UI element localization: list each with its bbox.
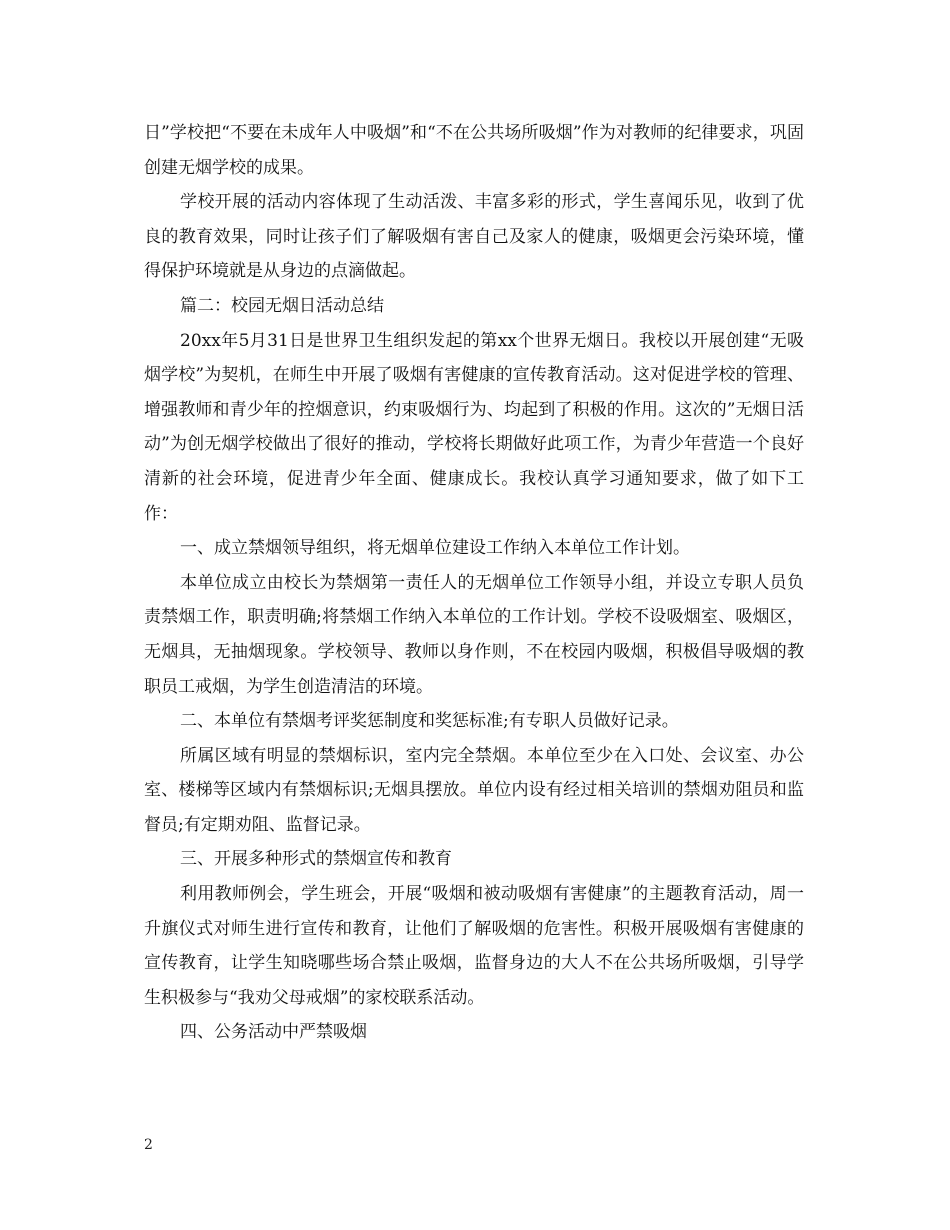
document-body bbox=[144, 116, 804, 1050]
section-heading: 四、公务活动中严禁吸烟 bbox=[180, 1022, 367, 1043]
paragraph: 本单位成立由校长为禁烟第一责任人的无烟单位工作领导小组，并设立专职人员负责禁烟工作，职责明确;将禁烟工作纳入本单位的工作计划。学校不设吸烟室、吸烟区，无烟具，无抽烟现象。学校领导、教师以身作则，不在校园内吸烟，积极倡导吸烟的教职员工戒烟，为学生创造清洁的环境。 bbox=[144, 572, 804, 697]
section-heading: 篇二：校园无烟日活动总结 bbox=[180, 295, 384, 316]
section-heading: 三、开展多种形式的禁烟宣传和教育 bbox=[180, 849, 452, 870]
section-heading: 一、成立禁烟领导组织，将无烟单位建设工作纳入本单位工作计划。 bbox=[180, 538, 690, 559]
page-number: 2 bbox=[144, 1137, 153, 1153]
paragraph: 学校开展的活动内容体现了生动活泼、丰富多彩的形式，学生喜闻乐见，收到了优良的教育效果，同时让孩子们了解吸烟有害自己及家人的健康，吸烟更会污染环境，懂得保护环境就是从身边的点滴做起。 bbox=[144, 192, 804, 282]
paragraph: 所属区域有明显的禁烟标识，室内完全禁烟。本单位至少在入口处、会议室、办公室、楼梯等区域内有禁烟标识;无烟具摆放。单位内设有经过相关培训的禁烟劝阻员和监督员;有定期劝阻、监督记录。 bbox=[144, 745, 804, 835]
paragraph: 日”学校把“不要在未成年人中吸烟”和“不在公共场所吸烟”作为对教师的纪律要求，巩固创建无烟学校的成果。 bbox=[144, 123, 804, 178]
paragraph: 利用教师例会，学生班会，开展“吸烟和被动吸烟有害健康”的主题教育活动，周一升旗仪式对师生进行宣传和教育，让他们了解吸烟的危害性。积极开展吸烟有害健康的宣传教育，让学生知晓哪些场合禁止吸烟，监督身边的大人不在公共场所吸烟，引导学生积极参与“我劝父母戒烟”的家校联系活动。 bbox=[144, 884, 804, 1008]
section-heading: 二、本单位有禁烟考评奖惩制度和奖惩标准;有专职人员做好记录。 bbox=[180, 711, 679, 732]
paragraph: 20xx年5月31日是世界卫生组织发起的第xx个世界无烟日。我校以开展创建“无吸烟学校”为契机，在师生中开展了吸烟有害健康的宣传教育活动。这对促进学校的管理、增强教师和青少年的控烟意识，约束吸烟行为、均起到了积极的作用。这次的”无烟日活动”为创无烟学校做出了很好的推动，学校将长期做好此项工作，为青少年营造一个良好清新的社会环境，促进青少年全面、健康成长。我校认真学习通知要求，做了如下工作： bbox=[144, 330, 804, 524]
